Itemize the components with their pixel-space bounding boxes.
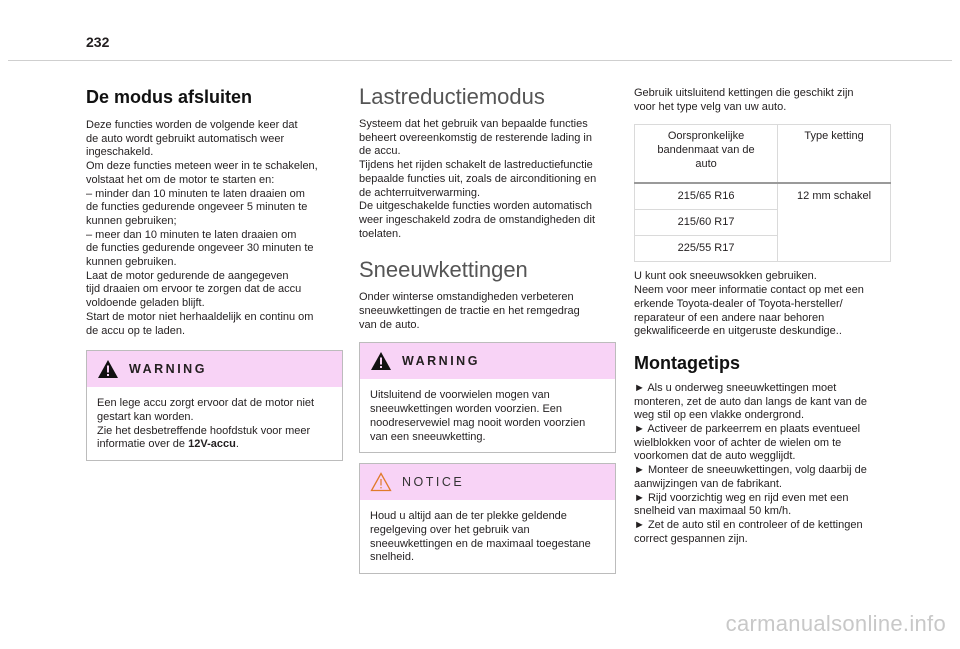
table-cell-size: 225/55 R17 <box>635 236 778 262</box>
notice-body <box>360 500 615 573</box>
text-line: correct gespannen zijn. <box>634 532 748 545</box>
text-line: Laat de motor gedurende de aangegeven <box>86 269 289 282</box>
notice-title: NOTICE <box>402 475 465 490</box>
text-line: de functies gedurende ongeveer 30 minuten te <box>86 242 314 255</box>
paragraph-montagetips <box>634 382 891 546</box>
notice-triangle-icon <box>370 472 392 492</box>
text-line: De uitgeschakelde functies worden automatisch <box>359 200 592 213</box>
table-cell-size: 215/65 R16 <box>635 183 778 210</box>
warning-box-chains <box>359 342 616 453</box>
text-line: Zie het desbetreffende hoofdstuk voor meer <box>97 424 311 437</box>
text-line: Tijdens het rijden schakelt de lastreductiefunctie <box>359 159 593 172</box>
notice-box-chains <box>359 463 616 574</box>
text-line: – meer dan 10 minuten te laten draaien om <box>86 228 297 241</box>
heading-modus-afsluiten: De modus afsluiten <box>86 87 253 107</box>
text-line: Neem voor meer informatie contact op met een <box>634 284 864 297</box>
text-line: kunnen gebruiken; <box>86 214 177 227</box>
paragraph-intro-kettingen <box>634 87 891 114</box>
text-line: voorkomen dat de auto wegglijdt. <box>634 450 796 463</box>
text-line: Uitsluitend de voorwielen mogen van <box>370 389 550 402</box>
column-2 <box>359 80 616 574</box>
text-line: bepaalde functies uit, zoals de airconditioning en <box>359 172 597 185</box>
text-line: snelheid. <box>370 551 415 564</box>
text-line: gekwalificeerde en uitgeruste deskundige.. <box>634 325 842 338</box>
table-row <box>635 183 891 210</box>
text-line: Gebruik uitsluitend kettingen die geschikt zijn <box>634 87 854 99</box>
notice-header <box>360 464 615 500</box>
text-line: U kunt ook sneeuwsokken gebruiken. <box>634 270 817 283</box>
text-line: ► Zet de auto stil en controleer of de kettingen <box>634 518 863 531</box>
text-line: de achterruitverwarming. <box>359 186 481 199</box>
text-line: gestart kan worden. <box>97 410 194 423</box>
text-line: weer ingeschakeld zodra de omstandigheden dit <box>359 213 596 226</box>
text-line: Start de motor niet herhaaldelijk en continu om <box>86 310 314 323</box>
text-line: Om deze functies meteen weer in te schakelen, <box>86 160 318 173</box>
watermark: carmanualsonline.info <box>725 611 946 636</box>
text-line: ingeschakeld. <box>86 146 154 159</box>
heading-montagetips: Montagetips <box>634 352 740 373</box>
text-line: Houd u altijd aan de ter plekke geldende <box>370 510 567 523</box>
text-line: de accu op te laden. <box>86 324 186 337</box>
text-line: voldoende geladen blijft. <box>86 297 205 310</box>
warning-body <box>87 387 342 460</box>
bold-reference: 12V-accu <box>188 438 236 451</box>
text-line: noodreservewiel mag nooit worden voorzien <box>370 416 586 429</box>
text-line: voor het type velg van uw auto. <box>634 100 787 113</box>
text-line: Een lege accu zorgt ervoor dat de motor niet <box>97 397 315 410</box>
text-line: Deze functies worden de volgende keer dat <box>86 119 298 131</box>
text-line <box>97 438 332 452</box>
table-cell-size: 215/60 R17 <box>635 210 778 236</box>
heading-lastreductiemodus: Lastreductiemodus <box>359 84 545 109</box>
heading-sneeuwkettingen: Sneeuwkettingen <box>359 257 528 283</box>
text-line: sneeuwkettingen de tractie en het remgedrag <box>359 305 580 318</box>
text-line: de functies gedurende ongeveer 5 minuten te <box>86 201 308 214</box>
text-line: – minder dan 10 minuten te laten draaien om <box>86 187 305 200</box>
text-line: regelgeving over het gebruik van <box>370 523 530 536</box>
warning-header <box>360 343 615 379</box>
text-line: Systeem dat het gebruik van bepaalde functies <box>359 118 588 130</box>
text-line: erkende Toyota-dealer of Toyota-hersteller/ <box>634 297 843 310</box>
paragraph-modus-afsluiten <box>86 119 343 338</box>
header-line: Oorspronkelijke <box>667 130 745 143</box>
text-span: informatie over de <box>97 438 189 451</box>
text-line: ► Als u onderweg sneeuwkettingen moet <box>634 381 837 394</box>
text-line: ► Rijd voorzichtig weg en rijd even met een <box>634 491 849 504</box>
warning-title: WARNING <box>402 354 480 369</box>
text-line: van een sneeuwketting. <box>370 430 486 443</box>
warning-header <box>87 351 342 387</box>
text-span: . <box>235 438 239 451</box>
warning-body <box>360 379 615 452</box>
text-line: volstaat het om de motor te starten en: <box>86 173 275 186</box>
text-line: weg stil op een vlakke ondergrond. <box>634 409 804 422</box>
text-line: ► Monteer de sneeuwkettingen, volg daarbij de <box>634 464 867 477</box>
text-line: de auto wordt gebruikt automatisch weer <box>86 132 285 145</box>
warning-title: WARNING <box>129 362 207 377</box>
header-line: auto <box>695 157 717 170</box>
text-line: toelaten. <box>359 227 402 240</box>
warning-triangle-icon <box>97 359 119 379</box>
text-line: beheert overeenkomstig de resterende lading in <box>359 131 592 144</box>
text-line: de accu. <box>359 145 401 158</box>
warning-triangle-icon <box>370 351 392 371</box>
text-line: Onder winterse omstandigheden verbeteren <box>359 291 574 304</box>
column-1 <box>86 80 343 461</box>
table-header-row <box>635 125 891 184</box>
text-line: kunnen gebruiken. <box>86 256 177 269</box>
header-line: bandenmaat van de <box>657 144 755 157</box>
table-header-cell <box>635 125 778 184</box>
paragraph-lastreductie <box>359 118 616 241</box>
page-number: 232 <box>86 34 110 50</box>
text-line: sneeuwkettingen worden voorzien. Een <box>370 403 563 416</box>
table-header-cell: Type ketting <box>778 125 891 184</box>
table-cell-chain: 12 mm schakel <box>778 183 891 262</box>
text-line: monteren, zet de auto dan langs de kant van de <box>634 395 867 408</box>
text-line: wielblokken voor of achter de wielen om te <box>634 436 842 449</box>
text-line: sneeuwkettingen en de maximaal toegestane <box>370 537 591 550</box>
warning-box-battery <box>86 350 343 461</box>
text-line: aanwijzingen van de fabrikant. <box>634 477 782 490</box>
paragraph-sneeuwsokken <box>634 270 891 339</box>
text-line: tijd draaien om ervoor te zorgen dat de accu <box>86 283 302 296</box>
text-line: ► Activeer de parkeerrem en plaats eventueel <box>634 423 861 436</box>
paragraph-sneeuwkettingen <box>359 291 616 332</box>
column-3 <box>634 80 891 546</box>
chain-size-table <box>634 124 891 262</box>
text-line: snelheid van maximaal 50 km/h. <box>634 505 792 518</box>
top-divider <box>8 60 952 61</box>
text-line: van de auto. <box>359 318 420 331</box>
text-line: reparateur of een andere naar behoren <box>634 311 825 324</box>
